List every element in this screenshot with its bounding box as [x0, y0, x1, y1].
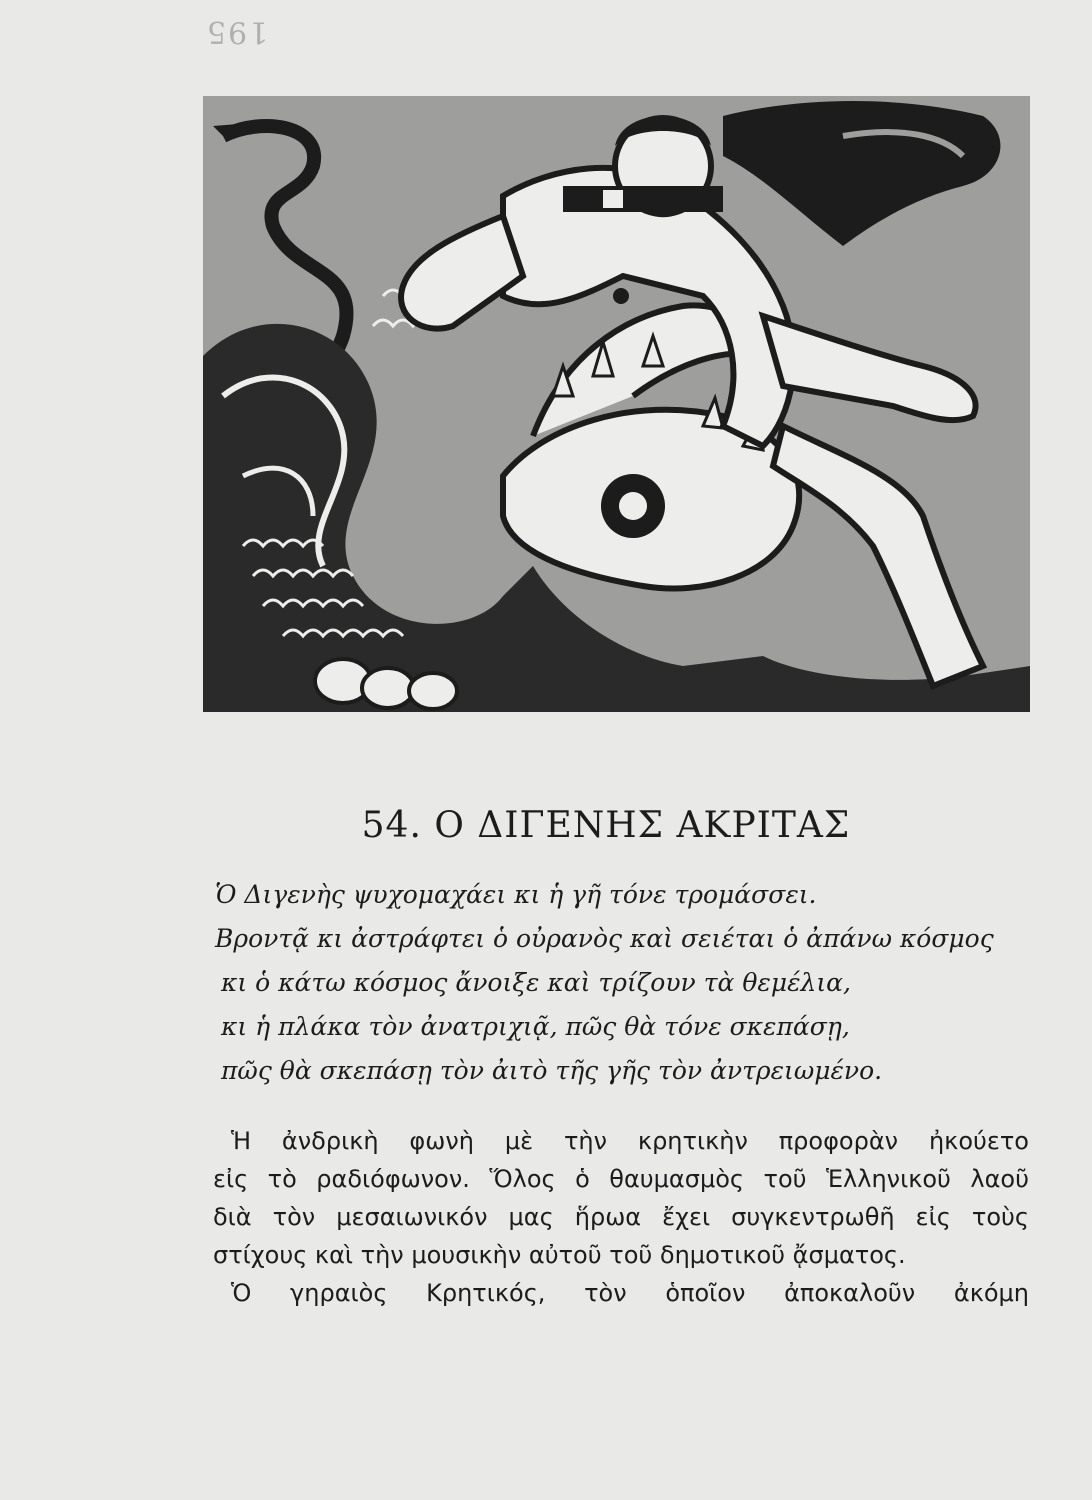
prose-line: στίχους καὶ τὴν μουσικὴν αὐτοῦ τοῦ δημοτικοῦ ᾄσματος.	[213, 1241, 906, 1269]
verse-line: κι ὁ κάτω κόσμος ἄνοιξε καὶ τρίζουν τὰ θεμέλια,	[221, 968, 851, 997]
prose-line: Ὁ γηραιὸς Κρητικός, τὸν ὁποῖον ἀποκαλοῦν ἀκόμη	[231, 1279, 1029, 1307]
verse-line: κι ἡ πλάκα τὸν ἀνατριχιᾷ, πῶς θὰ τόνε σκεπάσῃ,	[221, 1012, 850, 1041]
prose-line: εἰς τὸ ραδιόφωνον. Ὅλος ὁ θαυμασμὸς τοῦ Ἑλληνικοῦ λαοῦ	[213, 1165, 1029, 1193]
prose-line: διὰ τὸν μεσαιωνικόν μας ἥρωα ἔχει συγκεντρωθῆ εἰς τοὺς	[213, 1203, 1029, 1231]
chapter-title: 54. Ο ΔΙΓΕΝΗΣ ΑΚΡΙΤΑΣ	[361, 805, 851, 846]
verse-line: πῶς θὰ σκεπάσῃ τὸν ἀιτὸ τῆς γῆς τὸν ἀντρειωμένο.	[221, 1056, 883, 1085]
prose-body	[213, 1122, 1029, 1312]
digenis-dragon-woodcut-icon	[203, 96, 1030, 712]
prose-line: Ἡ ἀνδρικὴ φωνὴ μὲ τὴν κρητικὴν προφορὰν ἠκούετο	[231, 1127, 1029, 1155]
verse-line: Βροντᾷ κι ἀστράφτει ὁ οὐρανὸς καὶ σειέται ὁ ἀπάνω κόσμος	[215, 924, 994, 953]
chapter-illustration	[203, 96, 1030, 712]
verse-stanza	[215, 873, 994, 1093]
page-number: 195	[205, 14, 269, 49]
verse-line: Ὁ Διγενὴς ψυχομαχάει κι ἡ γῆ τόνε τρομάσσει.	[215, 880, 817, 909]
